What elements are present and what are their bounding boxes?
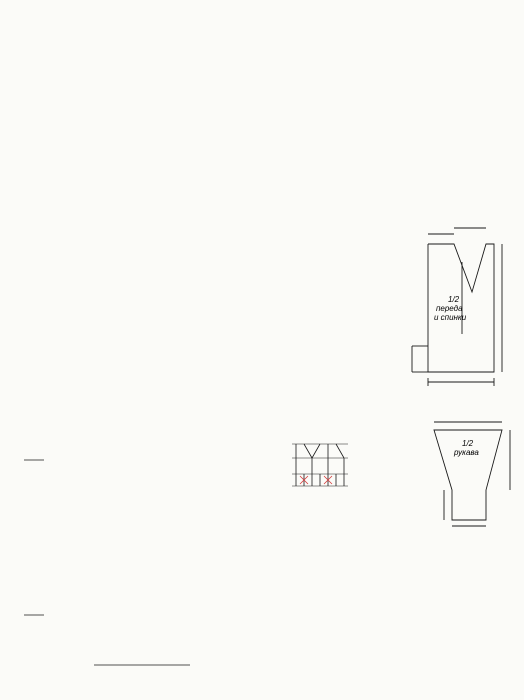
scheme-1-chart <box>282 436 352 492</box>
front-back-schematic <box>398 222 524 402</box>
sleeve-schematic <box>420 412 524 532</box>
front-label: 1/2 переда и спинки <box>434 295 467 322</box>
sleeve-label: 1/2 рукава <box>454 439 479 457</box>
scheme-2-chart <box>10 440 270 680</box>
